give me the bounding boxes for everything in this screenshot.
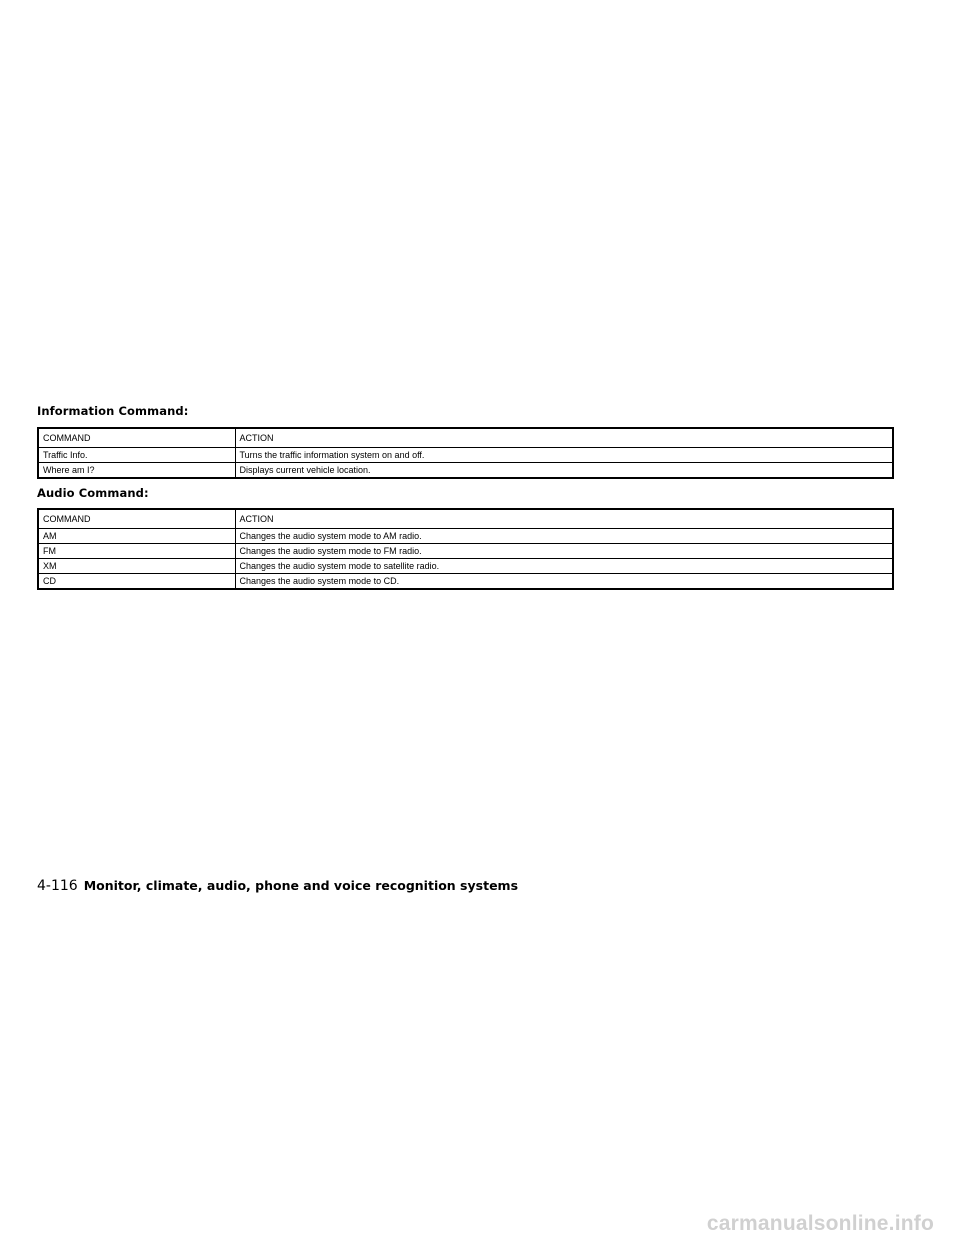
table-row <box>38 559 893 574</box>
command-cell: AM <box>38 529 235 544</box>
information-command-table <box>37 427 894 479</box>
table-row <box>38 448 893 463</box>
action-cell: Changes the audio system mode to CD. <box>235 574 893 590</box>
table-row <box>38 544 893 559</box>
action-cell: Changes the audio system mode to AM radio. <box>235 529 893 544</box>
information-command-heading: Information Command: <box>37 404 189 418</box>
table-row <box>38 529 893 544</box>
table-header-row <box>38 428 893 448</box>
action-cell: Turns the traffic information system on and off. <box>235 448 893 463</box>
command-cell: XM <box>38 559 235 574</box>
page-footer <box>37 877 518 895</box>
command-cell: Traffic Info. <box>38 448 235 463</box>
action-column-header: ACTION <box>235 509 893 529</box>
page-number: 4-116 <box>37 878 78 894</box>
audio-command-heading: Audio Command: <box>37 486 149 500</box>
command-cell: CD <box>38 574 235 590</box>
action-column-header: ACTION <box>235 428 893 448</box>
action-cell: Changes the audio system mode to satellite radio. <box>235 559 893 574</box>
table-row <box>38 463 893 479</box>
chapter-title: Monitor, climate, audio, phone and voice recognition systems <box>83 878 519 893</box>
table-header-row <box>38 509 893 529</box>
command-cell: Where am I? <box>38 463 235 479</box>
command-cell: FM <box>38 544 235 559</box>
command-column-header: COMMAND <box>38 428 235 448</box>
action-cell: Displays current vehicle location. <box>235 463 893 479</box>
audio-command-table <box>37 508 894 590</box>
command-column-header: COMMAND <box>38 509 235 529</box>
table-row <box>38 574 893 590</box>
action-cell: Changes the audio system mode to FM radio. <box>235 544 893 559</box>
site-watermark: carmanualsonline.info <box>706 1212 934 1235</box>
